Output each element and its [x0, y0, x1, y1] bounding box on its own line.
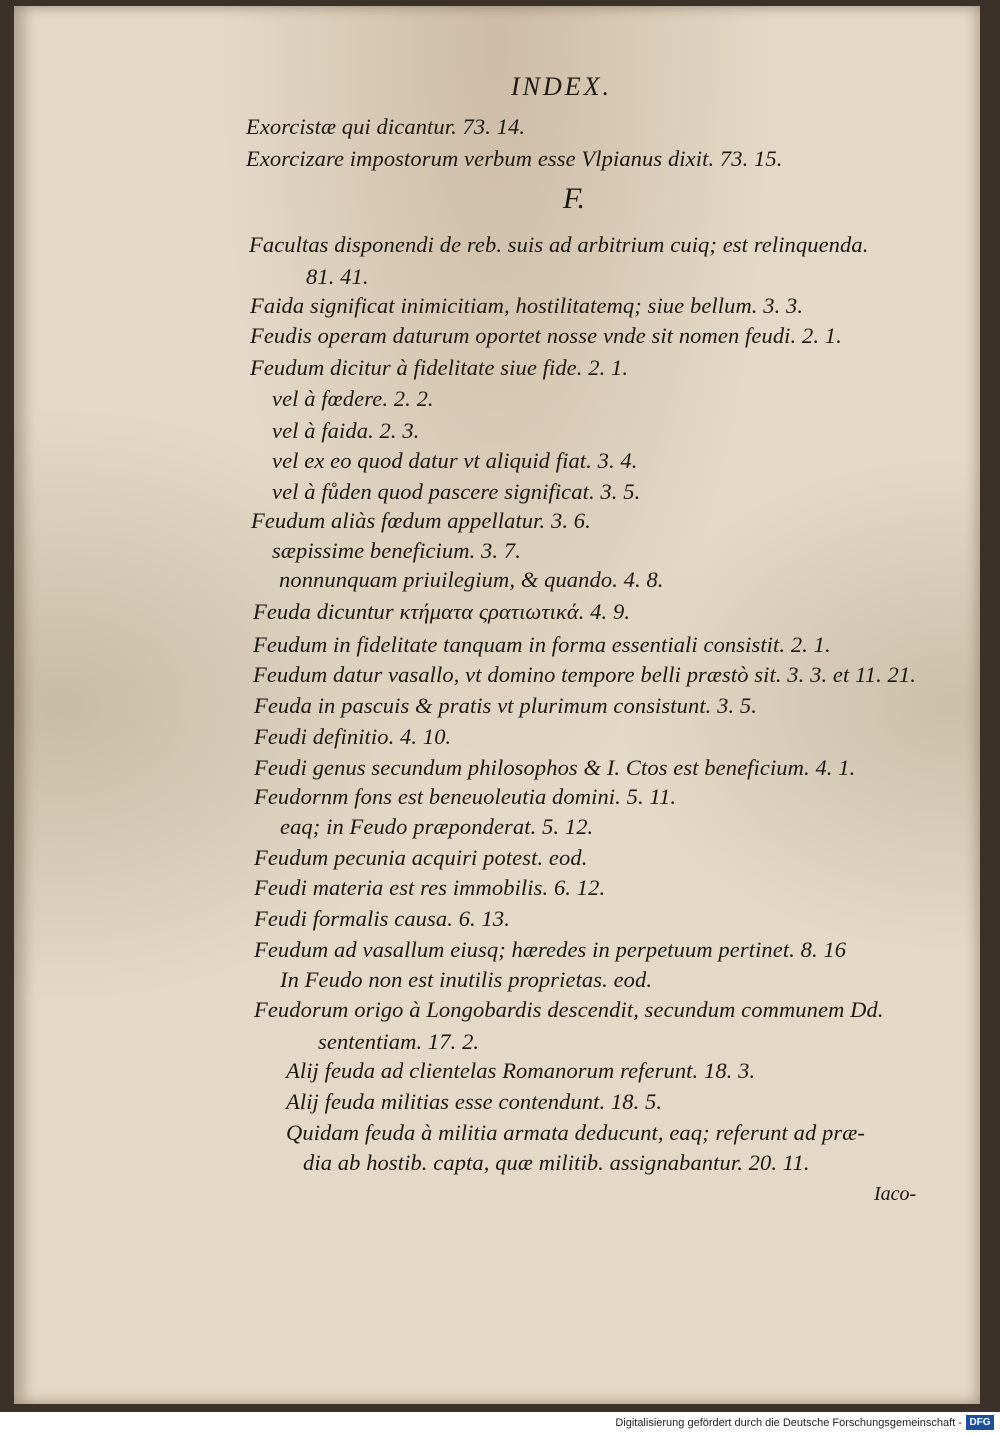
index-entry: Facultas disponendi de reb. suis ad arbitrium cuiq; est relinquenda. [249, 232, 869, 257]
index-entry: Exorcistæ qui dicantur. 73. 14. [246, 114, 526, 139]
index-entry: Feudi definitio. 4. 10. [254, 724, 452, 749]
index-entry: Feudornm fons est beneuoleutia domini. 5. 11. [254, 784, 677, 809]
index-entry: sæpissime beneficium. 3. 7. [272, 538, 521, 563]
index-entry: Feudum pecunia acquiri potest. eod. [254, 845, 588, 870]
catchword: Iaco- [874, 1183, 917, 1205]
index-entry: In Feudo non est inutilis proprietas. eod. [280, 967, 653, 992]
index-entry: Feudorum origo à Longobardis descendit, secundum communem Dd. [254, 997, 884, 1022]
index-entry: dia ab hostib. capta, quæ militib. assignabantur. 20. 11. [303, 1150, 810, 1175]
index-entry: Feudum in fidelitate tanquam in forma essentiali consistit. 2. 1. [253, 632, 831, 657]
index-entry: Feuda in pascuis & pratis vt plurimum consistunt. 3. 5. [254, 693, 757, 718]
index-entry: Feudum aliàs fœdum appellatur. 3. 6. [251, 508, 591, 533]
index-entry: Feudi formalis causa. 6. 13. [254, 906, 510, 931]
index-entry: Alij feuda militias esse contendunt. 18. 5. [286, 1089, 663, 1114]
dfg-logo: DFG [966, 1415, 994, 1430]
index-entry: Feudi materia est res immobilis. 6. 12. [254, 875, 606, 900]
index-entry: Alij feuda ad clientelas Romanorum referunt. 18. 3. [286, 1058, 756, 1083]
index-entry: Quidam feuda à militia armata deducunt, eaq; referunt ad præ- [286, 1120, 865, 1145]
index-entry: Faida significat inimicitiam, hostilitatemq; siue bellum. 3. 3. [250, 293, 804, 318]
funding-credit: Digitalisierung gefördert durch die Deutsche Forschungsgemeinschaft - [615, 1417, 962, 1429]
index-entry: Feudis operam daturum oportet nosse vnde sit nomen feudi. 2. 1. [250, 323, 842, 348]
index-entry: vel à faida. 2. 3. [272, 418, 420, 443]
index-entry: nonnunquam priuilegium, & quando. 4. 8. [279, 567, 664, 592]
index-entry: eaq; in Feudo præponderat. 5. 12. [280, 814, 594, 839]
index-entry: vel à fœdere. 2. 2. [272, 386, 434, 411]
index-entry: Feudum ad vasallum eiusq; hæredes in perpetuum pertinet. 8. 16 [254, 937, 847, 962]
section-letter: F. [563, 182, 585, 215]
index-entry: Feudum dicitur à fidelitate siue fide. 2. 1. [250, 355, 629, 380]
index-entry: Exorcizare impostorum verbum esse Vlpianus dixit. 73. 15. [246, 146, 783, 171]
index-entry: vel à fůden quod pascere significat. 3. 5. [272, 479, 641, 504]
index-entry: 81. 41. [306, 264, 369, 289]
index-entry: Feuda dicuntur κτήματα ςρατιωτικά. 4. 9. [253, 599, 631, 624]
index-entry: vel ex eo quod datur vt aliquid fiat. 3. 4. [272, 448, 638, 473]
running-header: INDEX. [511, 72, 613, 101]
index-entry: sententiam. 17. 2. [318, 1029, 480, 1054]
index-entry: Feudi genus secundum philosophos & I. Ctos est beneficium. 4. 1. [254, 755, 856, 780]
index-entry: Feudum datur vasallo, vt domino tempore belli præstò sit. 3. 3. et 11. 21. [253, 662, 916, 687]
